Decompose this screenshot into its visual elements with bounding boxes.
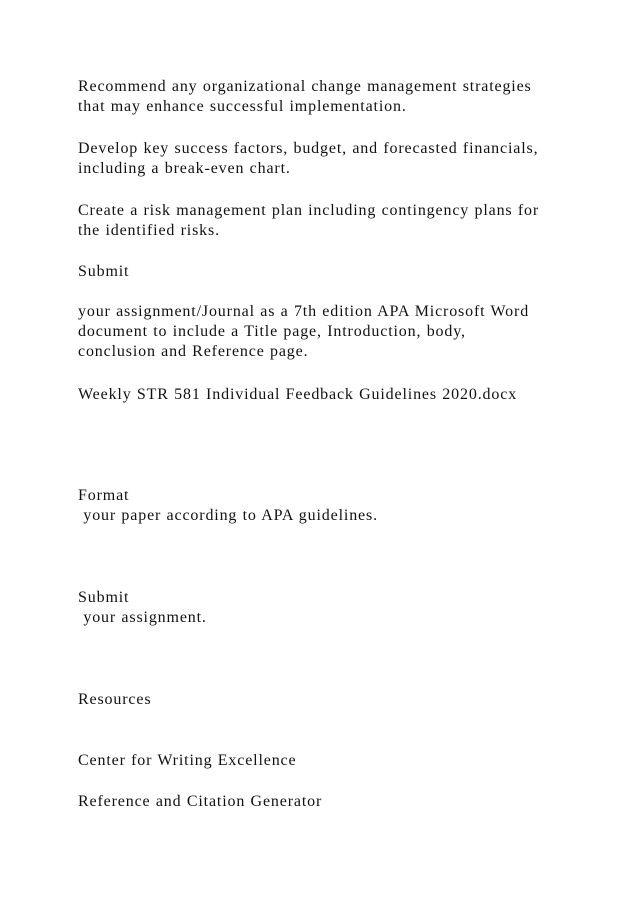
paragraph-change-management-line-1: Recommend any organizational change management strategies bbox=[78, 78, 532, 95]
paragraph-submit-assignment-body: your assignment. bbox=[78, 609, 207, 626]
paragraph-risk-plan-line-1: Create a risk management plan including contingency plans for bbox=[78, 202, 540, 219]
paragraph-assignment-format-line-2: document to include a Title page, Introduction, body, bbox=[78, 323, 466, 340]
paragraph-risk-plan-line-2: the identified risks. bbox=[78, 222, 220, 239]
paragraph-assignment-format-line-3: conclusion and Reference page. bbox=[78, 343, 309, 360]
paragraph-submit-heading: Submit bbox=[78, 263, 130, 280]
paragraph-feedback-guidelines-file: Weekly STR 581 Individual Feedback Guidelines 2020.docx bbox=[78, 386, 518, 403]
paragraph-reference-citation-generator: Reference and Citation Generator bbox=[78, 793, 323, 810]
paragraph-change-management-line-2: that may enhance successful implementation. bbox=[78, 98, 407, 115]
paragraph-submit-assignment-heading: Submit bbox=[78, 589, 130, 606]
paragraph-center-writing-excellence: Center for Writing Excellence bbox=[78, 752, 297, 769]
paragraph-success-factors-line-1: Develop key success factors, budget, and forecasted financials, bbox=[78, 140, 539, 157]
paragraph-success-factors-line-2: including a break-even chart. bbox=[78, 160, 291, 177]
paragraph-assignment-format-line-1: your assignment/Journal as a 7th edition APA Microsoft Word bbox=[78, 303, 530, 320]
paragraph-resources-heading: Resources bbox=[78, 691, 152, 708]
paragraph-format-body: your paper according to APA guidelines. bbox=[78, 507, 378, 524]
paragraph-format-heading: Format bbox=[78, 487, 130, 504]
